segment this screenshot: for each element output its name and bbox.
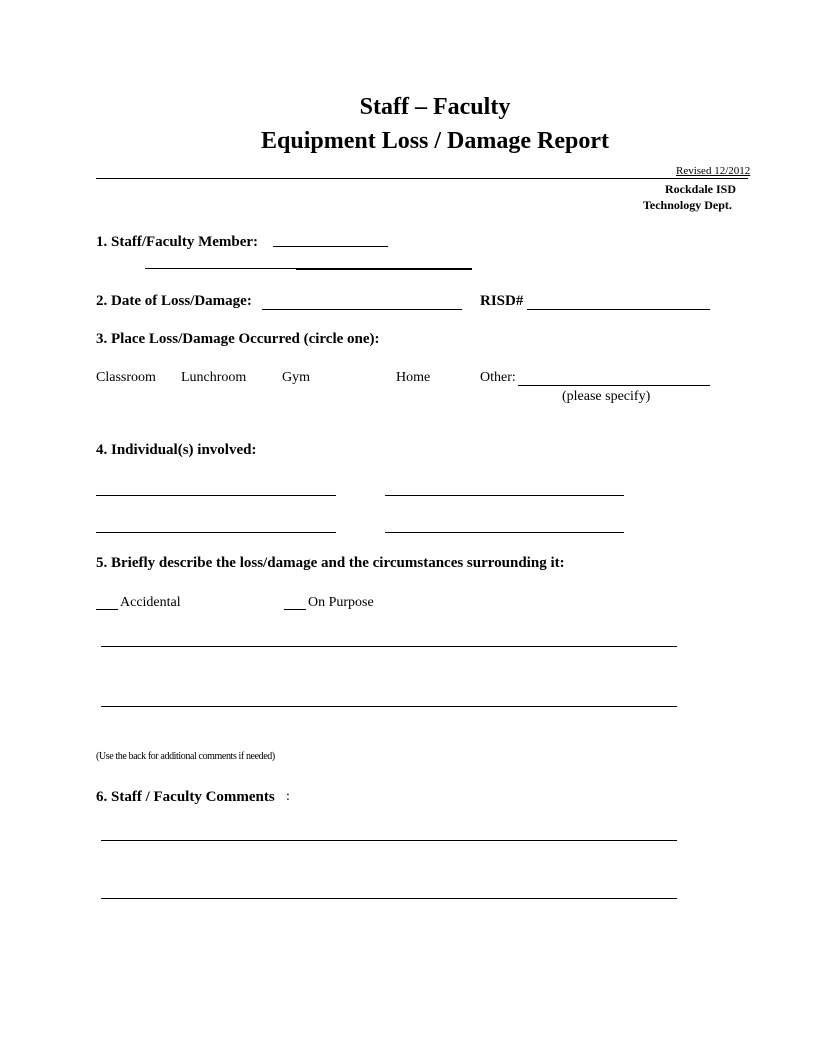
- accidental-option[interactable]: Accidental: [120, 595, 181, 610]
- comments-line-1[interactable]: [101, 840, 677, 841]
- place-option-lunchroom[interactable]: Lunchroom: [181, 370, 247, 385]
- date-of-loss-field[interactable]: [262, 309, 462, 310]
- individual-field-4[interactable]: [385, 532, 624, 533]
- staff-member-field-2b[interactable]: [296, 268, 472, 270]
- on-purpose-checkline[interactable]: [284, 609, 306, 610]
- on-purpose-option[interactable]: On Purpose: [308, 595, 374, 610]
- staff-member-field[interactable]: [273, 246, 388, 247]
- individual-field-1[interactable]: [96, 495, 336, 496]
- comments-label: 6. Staff / Faculty Comments: [96, 789, 275, 805]
- title-line-1: Staff – Faculty: [359, 94, 511, 120]
- org-name: Rockdale ISD: [665, 182, 737, 196]
- describe-label: 5. Briefly describe the loss/damage and the circumstances surrounding it:: [96, 555, 565, 571]
- revised-date: Revised 12/2012: [676, 165, 751, 177]
- individual-field-3[interactable]: [96, 532, 336, 533]
- accidental-checkline[interactable]: [96, 609, 118, 610]
- staff-member-field-2a[interactable]: [145, 268, 296, 269]
- place-option-gym[interactable]: Gym: [282, 370, 310, 385]
- risd-label: RISD#: [480, 293, 524, 309]
- place-option-classroom[interactable]: Classroom: [96, 370, 156, 385]
- title-line-2: Equipment Loss / Damage Report: [260, 128, 609, 154]
- header-rule: [96, 178, 748, 179]
- comments-colon: :: [286, 789, 290, 804]
- place-specify-hint: (please specify): [562, 389, 651, 404]
- staff-member-label: 1. Staff/Faculty Member:: [96, 234, 259, 250]
- individual-field-2[interactable]: [385, 495, 624, 496]
- org-dept: Technology Dept.: [643, 198, 732, 212]
- place-label: 3. Place Loss/Damage Occurred (circle one):: [96, 331, 380, 347]
- place-option-other[interactable]: Other:: [480, 370, 516, 385]
- risd-field[interactable]: [527, 309, 710, 310]
- back-comments-note: (Use the back for additional comments if needed): [96, 751, 275, 762]
- describe-line-1[interactable]: [101, 646, 677, 647]
- date-of-loss-label: 2. Date of Loss/Damage:: [96, 293, 252, 309]
- place-other-field[interactable]: [518, 385, 710, 386]
- describe-line-2[interactable]: [101, 706, 677, 707]
- individuals-label: 4. Individual(s) involved:: [96, 442, 257, 458]
- comments-line-2[interactable]: [101, 898, 677, 899]
- place-option-home[interactable]: Home: [396, 370, 431, 385]
